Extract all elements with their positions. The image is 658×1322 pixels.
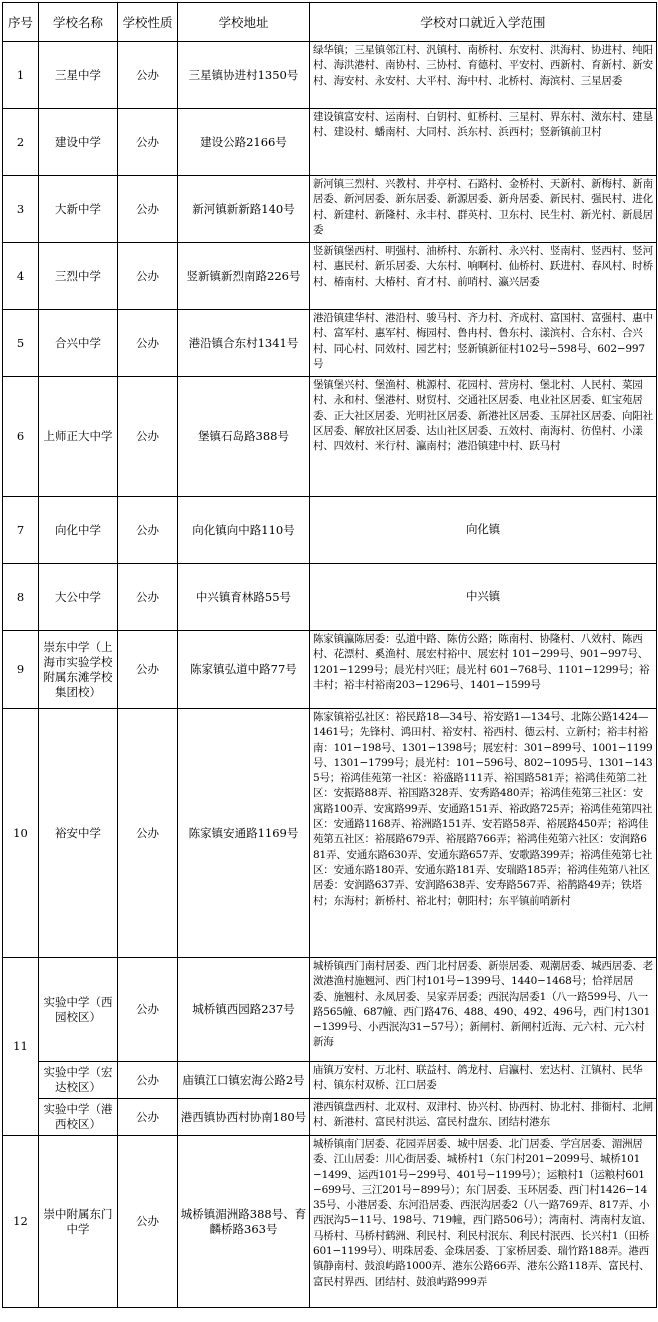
school-type: 公办 — [118, 377, 178, 497]
table-row — [3, 1136, 657, 1308]
school-enrollment-table — [2, 2, 657, 1308]
enrollment-range: 庙镇万安村、万北村、联益村、鸽龙村、启瀛村、宏达村、江镇村、民华村、镇东村双桥、江口居委 — [310, 1062, 657, 1099]
school-name: 合兴中学 — [39, 310, 118, 377]
enrollment-range: 绿华镇；三星镇邻江村、汎镇村、南桥村、东安村、洪海村、协进村、纯阳村、海洪港村、南协村、三协村、育德村、平安村、西新村、育新村、新安村、海安村、永安村、大平村、海中村、北桥村、海滨村、三星居委 — [310, 42, 657, 109]
enrollment-range: 城桥镇西门南村居委、西门北村居委、新崇居委、观潮居委、城西居委、老滧港渔村施翘河、西门村101号−1399号、1440−1468号；恰祥居居委、施翘村、永凤居委、吴家弄居委；西泯沟居委1（八一路599号、八一路565幢、687幢、西门路476、488、490、492、496号，西门村1301−1399号、小西泯沟31−57号）；新闸村、新闸村近海、元六村、元六村新海 — [310, 958, 657, 1062]
enrollment-range: 竖新镇堡西村、明强村、油桥村、东新村、永兴村、竖南村、竖西村、竖河村、惠民村、新乐居委、大东村、响啊村、仙桥村、跃进村、春风村、时桥村、椿南村、大椿村、育才村、前哨村、瀛兴居委 — [310, 243, 657, 310]
table-row — [3, 109, 657, 176]
table-row — [3, 497, 657, 564]
table-row — [3, 1062, 657, 1099]
school-address: 向化镇向中路110号 — [178, 497, 310, 564]
row-no: 8 — [3, 564, 39, 631]
row-no: 4 — [3, 243, 39, 310]
header-range: 学校对口就近入学范围 — [310, 3, 657, 42]
table-row — [3, 377, 657, 497]
school-address: 城桥镇西园路237号 — [178, 958, 310, 1062]
header-row — [3, 3, 657, 42]
school-address: 建设公路2166号 — [178, 109, 310, 176]
header-address: 学校地址 — [178, 3, 310, 42]
school-type: 公办 — [118, 109, 178, 176]
school-address: 新河镇新新路140号 — [178, 176, 310, 243]
row-no: 9 — [3, 631, 39, 709]
table-row — [3, 631, 657, 709]
school-name: 三星中学 — [39, 42, 118, 109]
school-address: 中兴镇育林路55号 — [178, 564, 310, 631]
school-address: 堡镇石岛路388号 — [178, 377, 310, 497]
header-name: 学校名称 — [39, 3, 118, 42]
school-name: 崇中附属东门中学 — [39, 1136, 118, 1308]
row-no: 5 — [3, 310, 39, 377]
school-type: 公办 — [118, 564, 178, 631]
school-type: 公办 — [118, 1062, 178, 1099]
header-type: 学校性质 — [118, 3, 178, 42]
school-type: 公办 — [118, 1136, 178, 1308]
school-address: 城桥镇湄洲路388号、育麟桥路363号 — [178, 1136, 310, 1308]
school-address: 陈家镇安通路1169号 — [178, 709, 310, 958]
school-type: 公办 — [118, 631, 178, 709]
enrollment-range: 陈家镇瀛陈居委：弘道中路、陈仿公路；陈南村、协隆村、八效村、陈西村、花漂村、奚渔村、展宏村裕中、展宏村 101−299号、901−997号、1201−1299号；晨光村兴旺；晨光村 601−768号、1101−1299号；裕丰村；裕丰村裕南203−1296号、1401−1599号 — [310, 631, 657, 709]
row-no: 10 — [3, 709, 39, 958]
school-name: 建设中学 — [39, 109, 118, 176]
table-row — [3, 564, 657, 631]
enrollment-range: 城桥镇南门居委、花园弄居委、城中居委、北门居委、学宫居委、湄洲居委、江山居委：川心街居委、城桥村1（东门村201−2099号、城桥101−1499、运西101号−299号、401号−1199号）；运粮村1（运粮村601−699号、三江201号−899号）；东门居委、玉环居委、西门村1426−1435号、小港居委、东河沿居委、西泯沟居委2（八一路769弄、817弄、小西泯沟5−11号、198号、719幢，西门路506号）；湾南村、湾南村友谊、马桥村、马桥村鹤洲、利民村、利民村泯东、利民村泯西、长兴村1（田桥601−1199号）、明珠居委、金珠居委、丁家桥居委、瑞竹路188弄。港西镇静南村、鼓浪屿路1000弄、港东公路66弄、港东公路118弄、富民村、富民村界西、团结村、鼓浪屿路999弄 — [310, 1136, 657, 1308]
school-type: 公办 — [118, 310, 178, 377]
school-type: 公办 — [118, 1099, 178, 1136]
school-name: 崇东中学（上海市实验学校附属东滩学校集团校） — [39, 631, 118, 709]
header-no: 序号 — [3, 3, 39, 42]
school-address: 陈家镇弘道中路77号 — [178, 631, 310, 709]
school-type: 公办 — [118, 42, 178, 109]
table-row — [3, 958, 657, 1062]
row-no: 11 — [3, 958, 39, 1136]
row-no: 3 — [3, 176, 39, 243]
school-name: 裕安中学 — [39, 709, 118, 958]
table-row — [3, 310, 657, 377]
school-name: 三烈中学 — [39, 243, 118, 310]
school-name: 实验中学（港西校区） — [39, 1099, 118, 1136]
school-address: 庙镇江口镇宏海公路2号 — [178, 1062, 310, 1099]
school-name: 实验中学（西园校区） — [39, 958, 118, 1062]
row-no: 2 — [3, 109, 39, 176]
school-name: 向化中学 — [39, 497, 118, 564]
school-type: 公办 — [118, 243, 178, 310]
school-type: 公办 — [118, 958, 178, 1062]
school-name: 大公中学 — [39, 564, 118, 631]
school-address: 港沿镇合东村1341号 — [178, 310, 310, 377]
school-address: 三星镇协进村1350号 — [178, 42, 310, 109]
school-type: 公办 — [118, 497, 178, 564]
enrollment-range: 建设镇富安村、运南村、白钥村、虹桥村、三星村、界东村、滧东村、建垦村、建设村、蟠南村、大同村、浜东村、浜西村；竖新镇前卫村 — [310, 109, 657, 176]
enrollment-range: 向化镇 — [310, 497, 657, 564]
school-name: 上师正大中学 — [39, 377, 118, 497]
row-no: 6 — [3, 377, 39, 497]
school-name: 大新中学 — [39, 176, 118, 243]
row-no: 1 — [3, 42, 39, 109]
enrollment-range: 港沿镇建华村、港沿村、骏马村、齐力村、齐成村、富国村、富强村、惠中村、富军村、惠军村、梅园村、鲁冉村、鲁东村、漾滨村、合东村、合兴村、同心村、同效村、园艺村；竖新镇新征村102号−598号、602−997号 — [310, 310, 657, 377]
table-row — [3, 709, 657, 958]
table-row — [3, 42, 657, 109]
table-row — [3, 176, 657, 243]
school-address: 港西镇协西村协南180号 — [178, 1099, 310, 1136]
table-row — [3, 243, 657, 310]
row-no: 7 — [3, 497, 39, 564]
table-row — [3, 1099, 657, 1136]
school-name: 实验中学（宏达校区） — [39, 1062, 118, 1099]
school-type: 公办 — [118, 176, 178, 243]
school-type: 公办 — [118, 709, 178, 958]
enrollment-range: 港西镇盘西村、北双村、双津村、协兴村、协西村、协北村、排衙村、北闸村、新港村、富民村洪运、富民村盘东、团结村港东 — [310, 1099, 657, 1136]
row-no: 12 — [3, 1136, 39, 1308]
school-address: 竖新镇新烈南路226号 — [178, 243, 310, 310]
enrollment-range: 新河镇三烈村、兴教村、井亭村、石路村、金桥村、天新村、新梅村、新南居委、新河居委、新东居委、新源居委、新舟居委、新民村、强民村、进化村、新建村、新隆村、永丰村、群英村、卫东村、民生村、新光村、新晨居委 — [310, 176, 657, 243]
enrollment-range: 陈家镇裕弘社区：裕民路18—34号、裕安路1—134号、北陈公路1424—1461号；先锋村、鸿田村、裕安村、裕西村、德云村、立新村；裕丰村裕南：101−198号、1301−1398号；展宏村：301−899号、1001−1199号、1301−1799号；晨光村：101−596号、802−1095号、1301−1435号；裕鸿佳苑第一社区：裕盛路111弄、裕国路581弄；裕鸿佳苑第二社区：安振路88弄、裕国路328弄、安秀路480弄；裕鸿佳苑第三社区：安寓路100弄、安寓路99弄、安通路151弄、裕政路725弄；裕鸿佳苑第四社区：安通路1168弄、裕洲路151弄、安若路58弄、裕展路450弄；裕鸿佳苑第五社区：裕展路679弄、裕展路766弄；裕鸿佳苑第六社区：安润路681弄、安通东路630弄、安通东路657弄、安歌路399弄；裕鸿佳苑第七社区：安通东路180弄、安通东路181弄、安瑞路185弄；裕鸿佳苑第八社区居委：安润路637弄、安润路638弄、安寿路567弄、裕鹊路49弄；铁塔村；东海村；新桥村、裕北村；朝阳村；东平镇前哨新村 — [310, 709, 657, 958]
enrollment-range: 堡镇堡兴村、堡渔村、桃源村、花园村、营房村、堡北村、人民村、菜园村、永和村、堡港村、财贸村、交通社区居委、电业社区居委、虹宝苑居委、正大社区居委、光明社区居委、新港社区居委、玉屏社区居委、向阳社区居委、解放社区居委、达山社区居委、五效村、南海村、彷偟村、小漾村、四效村、米行村、瀛南村；港沿镇建中村、跃马村 — [310, 377, 657, 497]
enrollment-range: 中兴镇 — [310, 564, 657, 631]
